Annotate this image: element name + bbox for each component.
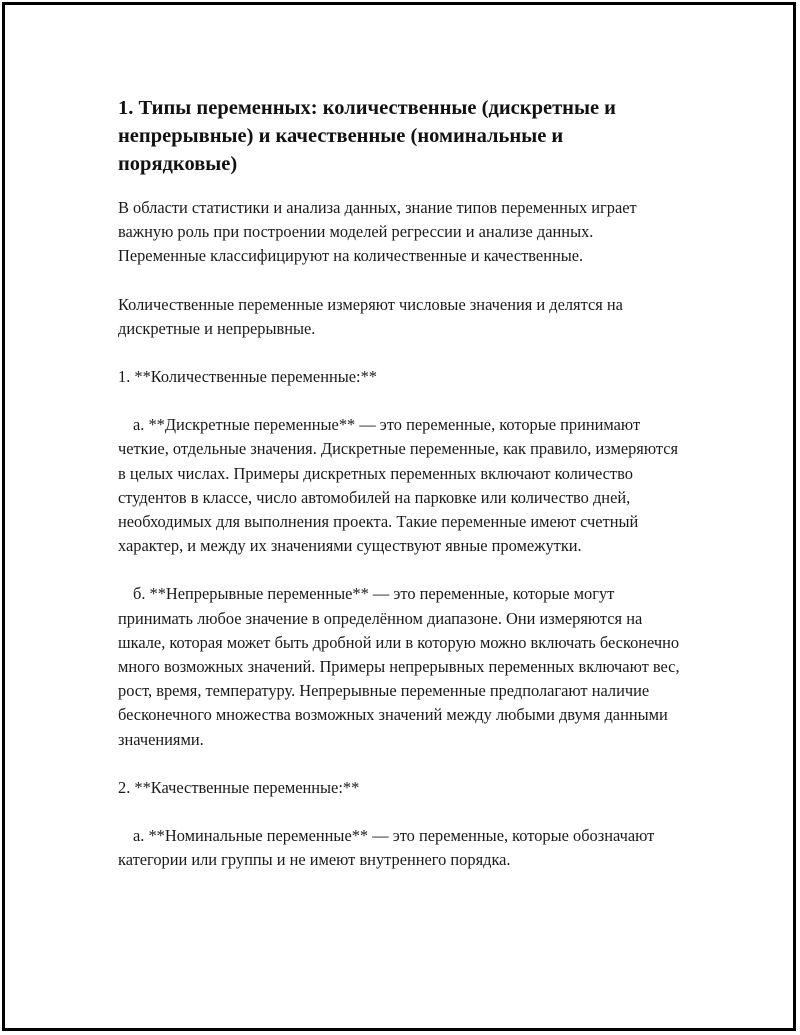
- list-item-continuous-text: б. **Непрерывные переменные** — это переменные, которые могут принимать любое значение в определённом диапазоне. Они измеряются на шкале, которая может быть дробной или в которую можно включать бесконечно много возможных значений. Примеры непрерывных переменных включают вес, рост, время, температуру. Непрерывные переменные предполагают наличие бесконечного множества возможных значений между любыми двумя данными значениями.: [118, 584, 680, 749]
- intro-paragraph: В области статистики и анализа данных, знание типов переменных играет важную роль при построении моделей регрессии и анализе данных. Переменные классифицируют на количественные и качественные.: [118, 198, 637, 266]
- document-body: [118, 94, 683, 896]
- list-item-discrete-text: а. **Дискретные переменные** — это переменные, которые принимают четкие, отдельные значения. Дискретные переменные, как правило, измеряются в целых числах. Примеры дискретных переменных включают количество студентов в классе, число автомобилей на парковке или количество дней, необходимых для выполнения проекта. Такие переменные имеют счетный характер, и между их значениями существуют явные промежутки.: [118, 415, 679, 556]
- list-heading-quantitative: 1. **Количественные переменные:**: [118, 367, 377, 387]
- list-item-nominal-text: а. **Номинальные переменные** — это переменные, которые обозначают категории или группы и не имеют внутреннего порядка.: [118, 826, 655, 870]
- list-item-continuous: [118, 582, 683, 751]
- list-item-discrete: [118, 413, 683, 558]
- list-heading-qualitative: 2. **Качественные переменные:**: [118, 777, 360, 797]
- list-item-nominal: [118, 824, 683, 872]
- document-title: 1. Типы переменных: количественные (дискретные и непрерывные) и качественные (номинальные и порядковые): [118, 97, 616, 175]
- quantitative-intro-paragraph: Количественные переменные измеряют числовые значения и делятся на дискретные и непрерывные.: [118, 294, 623, 338]
